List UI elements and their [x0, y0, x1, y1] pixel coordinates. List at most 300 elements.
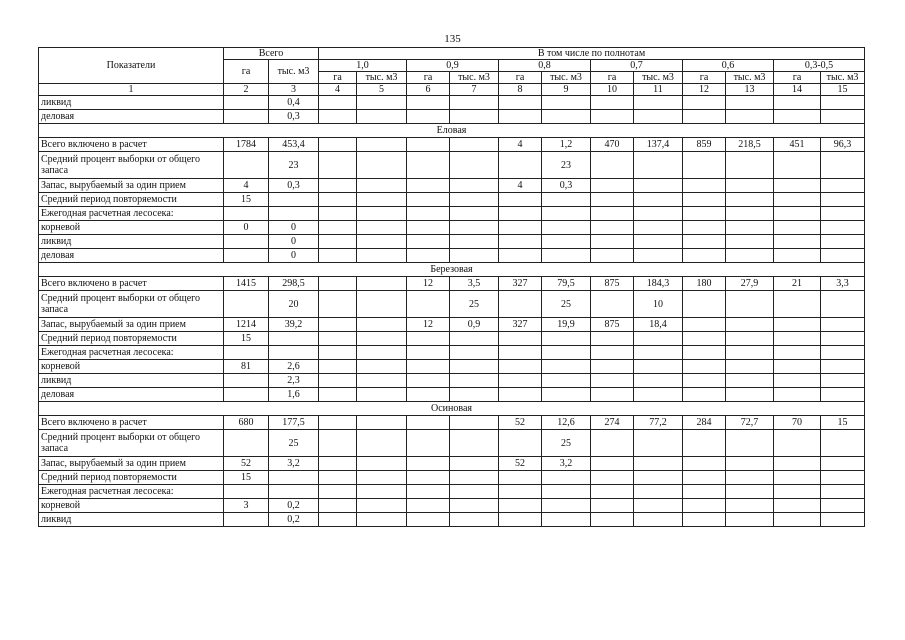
table-cell: 680 — [224, 416, 269, 430]
table-cell — [683, 110, 726, 124]
table-cell — [542, 513, 591, 527]
column-number: 5 — [357, 84, 407, 96]
table-cell — [542, 471, 591, 485]
table-cell — [450, 346, 499, 360]
table-cell — [224, 346, 269, 360]
table-cell — [319, 138, 357, 152]
table-cell — [357, 499, 407, 513]
table-cell — [774, 485, 821, 499]
table-cell — [407, 374, 450, 388]
table-cell — [450, 207, 499, 221]
table-cell: 15 — [224, 193, 269, 207]
species-section-row — [39, 402, 865, 416]
row-label: ликвид — [39, 235, 224, 249]
table-cell — [319, 457, 357, 471]
table-cell — [450, 430, 499, 457]
table-cell — [407, 235, 450, 249]
table-row — [39, 416, 865, 430]
table-cell — [450, 96, 499, 110]
table-cell — [319, 430, 357, 457]
row-label: Средний процент выборки от общего запаса — [39, 152, 224, 179]
table-cell — [726, 235, 774, 249]
table-cell: 39,2 — [269, 318, 319, 332]
table-cell — [683, 179, 726, 193]
table-cell — [542, 193, 591, 207]
table-cell: 0,9 — [450, 318, 499, 332]
table-cell: 875 — [591, 318, 634, 332]
table-cell — [319, 346, 357, 360]
table-row — [39, 193, 865, 207]
table-cell — [726, 96, 774, 110]
table-cell: 0 — [224, 221, 269, 235]
table-cell — [224, 96, 269, 110]
table-cell — [634, 221, 683, 235]
table-cell: 15 — [821, 416, 865, 430]
table-cell — [450, 360, 499, 374]
table-cell — [634, 457, 683, 471]
table-cell — [319, 360, 357, 374]
table-cell: 3,2 — [269, 457, 319, 471]
table-cell — [542, 360, 591, 374]
unit-volume-header: тыс. м3 — [634, 72, 683, 84]
table-cell — [634, 235, 683, 249]
table-cell — [357, 96, 407, 110]
table-cell — [499, 374, 542, 388]
table-cell — [357, 291, 407, 318]
table-cell — [591, 457, 634, 471]
table-cell — [269, 193, 319, 207]
table-row — [39, 207, 865, 221]
table-cell — [634, 430, 683, 457]
table-cell — [634, 152, 683, 179]
table-cell — [774, 318, 821, 332]
table-cell — [821, 499, 865, 513]
table-cell — [634, 499, 683, 513]
table-cell: 20 — [269, 291, 319, 318]
table-header — [39, 48, 865, 96]
table-cell — [542, 221, 591, 235]
column-number: 6 — [407, 84, 450, 96]
table-cell: 1214 — [224, 318, 269, 332]
table-cell — [499, 388, 542, 402]
table-cell — [450, 235, 499, 249]
table-body — [39, 96, 865, 527]
table-cell: 137,4 — [634, 138, 683, 152]
table-cell — [319, 388, 357, 402]
table-cell — [591, 513, 634, 527]
table-cell — [726, 110, 774, 124]
table-cell — [726, 179, 774, 193]
table-cell — [407, 179, 450, 193]
table-row — [39, 471, 865, 485]
table-cell — [634, 332, 683, 346]
table-cell — [726, 388, 774, 402]
table-row — [39, 346, 865, 360]
table-row — [39, 179, 865, 193]
table-cell — [357, 471, 407, 485]
table-cell — [224, 388, 269, 402]
table-cell — [357, 457, 407, 471]
table-cell — [591, 179, 634, 193]
table-cell — [357, 221, 407, 235]
table-cell — [821, 457, 865, 471]
table-row — [39, 96, 865, 110]
table-cell — [357, 179, 407, 193]
density-header: 0,9 — [407, 60, 499, 72]
table-cell: 0,3 — [269, 179, 319, 193]
table-cell — [774, 360, 821, 374]
table-cell — [821, 291, 865, 318]
table-cell: 52 — [499, 416, 542, 430]
unit-ha-header: га — [591, 72, 634, 84]
table-cell — [450, 388, 499, 402]
table-cell — [407, 360, 450, 374]
table-cell: 3,3 — [821, 277, 865, 291]
table-cell: 1,6 — [269, 388, 319, 402]
table-cell — [319, 207, 357, 221]
table-cell — [683, 318, 726, 332]
table-cell — [269, 332, 319, 346]
unit-volume-header: тыс. м3 — [450, 72, 499, 84]
table-cell — [224, 110, 269, 124]
table-cell — [357, 235, 407, 249]
table-cell — [407, 430, 450, 457]
table-cell — [821, 332, 865, 346]
table-cell — [683, 485, 726, 499]
table-cell: 284 — [683, 416, 726, 430]
table-cell — [224, 207, 269, 221]
table-cell: 218,5 — [726, 138, 774, 152]
table-cell: 23 — [269, 152, 319, 179]
table-cell — [683, 499, 726, 513]
table-cell — [357, 318, 407, 332]
unit-volume-header: тыс. м3 — [357, 72, 407, 84]
table-cell — [634, 193, 683, 207]
table-cell — [683, 513, 726, 527]
table-cell: 875 — [591, 277, 634, 291]
table-cell — [450, 416, 499, 430]
table-cell — [821, 207, 865, 221]
table-cell — [821, 193, 865, 207]
table-cell — [591, 360, 634, 374]
table-cell — [407, 416, 450, 430]
table-cell — [319, 221, 357, 235]
table-cell — [542, 346, 591, 360]
table-cell — [357, 416, 407, 430]
table-cell — [499, 249, 542, 263]
table-cell — [821, 249, 865, 263]
density-header: 1,0 — [319, 60, 407, 72]
unit-volume-header: тыс. м3 — [542, 72, 591, 84]
table-cell: 1415 — [224, 277, 269, 291]
total-ha-header: га — [224, 60, 269, 84]
table-cell — [407, 485, 450, 499]
table-cell — [774, 110, 821, 124]
table-cell — [542, 235, 591, 249]
column-number: 7 — [450, 84, 499, 96]
table-cell — [726, 152, 774, 179]
table-cell — [726, 291, 774, 318]
table-cell — [407, 138, 450, 152]
table-cell — [591, 249, 634, 263]
table-cell — [634, 471, 683, 485]
unit-ha-header: га — [319, 72, 357, 84]
table-cell — [634, 374, 683, 388]
table-cell — [407, 96, 450, 110]
table-cell — [542, 332, 591, 346]
table-cell — [726, 221, 774, 235]
table-cell — [774, 96, 821, 110]
table-cell — [726, 513, 774, 527]
table-cell — [450, 332, 499, 346]
table-cell — [319, 416, 357, 430]
table-cell — [499, 471, 542, 485]
table-cell — [450, 374, 499, 388]
table-cell — [591, 235, 634, 249]
table-cell — [450, 110, 499, 124]
row-label: ликвид — [39, 374, 224, 388]
table-cell: 25 — [542, 430, 591, 457]
table-cell — [319, 374, 357, 388]
table-cell: 1,2 — [542, 138, 591, 152]
table-cell — [821, 152, 865, 179]
table-row — [39, 457, 865, 471]
table-cell — [407, 457, 450, 471]
table-cell — [683, 388, 726, 402]
table-row — [39, 249, 865, 263]
table-cell: 72,7 — [726, 416, 774, 430]
table-row — [39, 221, 865, 235]
column-number: 3 — [269, 84, 319, 96]
row-label: Ежегодная расчетная лесосека: — [39, 346, 224, 360]
table-cell — [683, 249, 726, 263]
table-row — [39, 360, 865, 374]
row-label: корневой — [39, 221, 224, 235]
table-cell — [319, 291, 357, 318]
table-cell — [407, 346, 450, 360]
table-cell — [634, 360, 683, 374]
column-number: 4 — [319, 84, 357, 96]
table-cell — [821, 471, 865, 485]
table-row — [39, 485, 865, 499]
table-row — [39, 388, 865, 402]
table-cell: 2,6 — [269, 360, 319, 374]
table-cell: 27,9 — [726, 277, 774, 291]
table-cell — [591, 291, 634, 318]
table-cell — [224, 430, 269, 457]
table-cell: 0 — [269, 249, 319, 263]
table-cell — [407, 221, 450, 235]
table-cell — [774, 332, 821, 346]
column-number: 1 — [39, 84, 224, 96]
table-cell: 23 — [542, 152, 591, 179]
table-cell: 19,9 — [542, 318, 591, 332]
table-cell: 77,2 — [634, 416, 683, 430]
column-number: 8 — [499, 84, 542, 96]
table-cell — [591, 388, 634, 402]
table-cell — [319, 152, 357, 179]
species-section-title: Еловая — [39, 124, 865, 138]
table-cell — [774, 499, 821, 513]
table-cell — [774, 388, 821, 402]
table-cell — [357, 277, 407, 291]
table-cell — [499, 513, 542, 527]
table-cell — [591, 374, 634, 388]
table-cell — [319, 471, 357, 485]
table-cell — [821, 388, 865, 402]
table-cell — [319, 277, 357, 291]
table-cell — [542, 499, 591, 513]
unit-volume-header: тыс. м3 — [726, 72, 774, 84]
table-cell: 2,3 — [269, 374, 319, 388]
table-cell — [821, 485, 865, 499]
table-cell — [591, 207, 634, 221]
table-cell — [774, 249, 821, 263]
column-number: 12 — [683, 84, 726, 96]
table-cell — [821, 346, 865, 360]
table-cell — [634, 513, 683, 527]
table-cell — [450, 513, 499, 527]
table-cell — [450, 471, 499, 485]
table-cell — [450, 499, 499, 513]
table-cell: 180 — [683, 277, 726, 291]
species-section-title: Березовая — [39, 263, 865, 277]
table-cell — [407, 249, 450, 263]
unit-volume-header: тыс. м3 — [821, 72, 865, 84]
table-cell: 81 — [224, 360, 269, 374]
by-density-header: В том числе по полнотам — [319, 48, 865, 60]
table-cell — [357, 138, 407, 152]
table-cell: 21 — [774, 277, 821, 291]
table-cell — [542, 485, 591, 499]
table-cell — [319, 179, 357, 193]
table-cell: 184,3 — [634, 277, 683, 291]
table-cell: 859 — [683, 138, 726, 152]
table-cell — [224, 235, 269, 249]
table-cell — [726, 430, 774, 457]
row-label: Средний процент выборки от общего запаса — [39, 291, 224, 318]
table-cell — [726, 249, 774, 263]
table-cell — [407, 110, 450, 124]
table-cell — [591, 499, 634, 513]
table-cell — [499, 485, 542, 499]
table-cell: 12 — [407, 318, 450, 332]
table-cell — [450, 221, 499, 235]
table-cell: 52 — [499, 457, 542, 471]
table-cell — [499, 291, 542, 318]
table-cell: 274 — [591, 416, 634, 430]
table-cell — [774, 221, 821, 235]
table-cell — [591, 471, 634, 485]
table-cell — [407, 207, 450, 221]
column-number-row — [39, 84, 865, 96]
table-cell: 18,4 — [634, 318, 683, 332]
table-cell: 79,5 — [542, 277, 591, 291]
allowable-cut-table — [38, 47, 865, 527]
table-cell — [821, 374, 865, 388]
density-header: 0,7 — [591, 60, 683, 72]
table-cell — [634, 110, 683, 124]
column-number: 15 — [821, 84, 865, 96]
unit-ha-header: га — [774, 72, 821, 84]
table-cell — [774, 513, 821, 527]
table-cell: 0,2 — [269, 499, 319, 513]
table-cell — [634, 207, 683, 221]
row-label: Запас, вырубаемый за один прием — [39, 318, 224, 332]
table-cell — [683, 360, 726, 374]
table-cell — [407, 152, 450, 179]
table-cell — [774, 374, 821, 388]
table-cell: 10 — [634, 291, 683, 318]
table-cell — [357, 513, 407, 527]
table-row — [39, 277, 865, 291]
row-label: Средний период повторяемости — [39, 193, 224, 207]
table-cell — [357, 193, 407, 207]
table-cell: 4 — [224, 179, 269, 193]
table-cell: 327 — [499, 318, 542, 332]
table-cell — [450, 179, 499, 193]
table-cell — [499, 499, 542, 513]
table-cell — [357, 485, 407, 499]
density-header: 0,3-0,5 — [774, 60, 865, 72]
table-cell — [357, 332, 407, 346]
table-cell — [224, 291, 269, 318]
table-cell — [542, 388, 591, 402]
table-cell — [821, 235, 865, 249]
table-cell — [726, 485, 774, 499]
table-cell — [407, 499, 450, 513]
table-cell — [499, 346, 542, 360]
table-cell — [726, 332, 774, 346]
row-label: Средний период повторяемости — [39, 471, 224, 485]
table-cell — [726, 207, 774, 221]
table-cell — [499, 235, 542, 249]
table-cell — [224, 374, 269, 388]
table-cell — [591, 110, 634, 124]
table-cell: 4 — [499, 179, 542, 193]
table-row — [39, 499, 865, 513]
table-cell — [683, 346, 726, 360]
table-cell — [450, 249, 499, 263]
table-cell — [450, 457, 499, 471]
table-row — [39, 430, 865, 457]
row-label: Средний процент выборки от общего запаса — [39, 430, 224, 457]
table-cell — [591, 96, 634, 110]
table-cell: 52 — [224, 457, 269, 471]
row-label: Средний период повторяемости — [39, 332, 224, 346]
table-cell: 12 — [407, 277, 450, 291]
table-cell — [683, 193, 726, 207]
table-cell — [319, 235, 357, 249]
table-cell — [821, 513, 865, 527]
table-row — [39, 332, 865, 346]
table-cell — [319, 499, 357, 513]
table-cell — [634, 485, 683, 499]
table-cell — [634, 346, 683, 360]
table-cell — [683, 457, 726, 471]
table-cell — [774, 207, 821, 221]
row-label: Ежегодная расчетная лесосека: — [39, 485, 224, 499]
table-cell — [774, 471, 821, 485]
table-cell — [726, 360, 774, 374]
table-cell: 470 — [591, 138, 634, 152]
row-label: Ежегодная расчетная лесосека: — [39, 207, 224, 221]
table-cell — [319, 513, 357, 527]
column-number: 14 — [774, 84, 821, 96]
table-cell — [319, 110, 357, 124]
table-cell — [821, 110, 865, 124]
table-cell — [726, 499, 774, 513]
